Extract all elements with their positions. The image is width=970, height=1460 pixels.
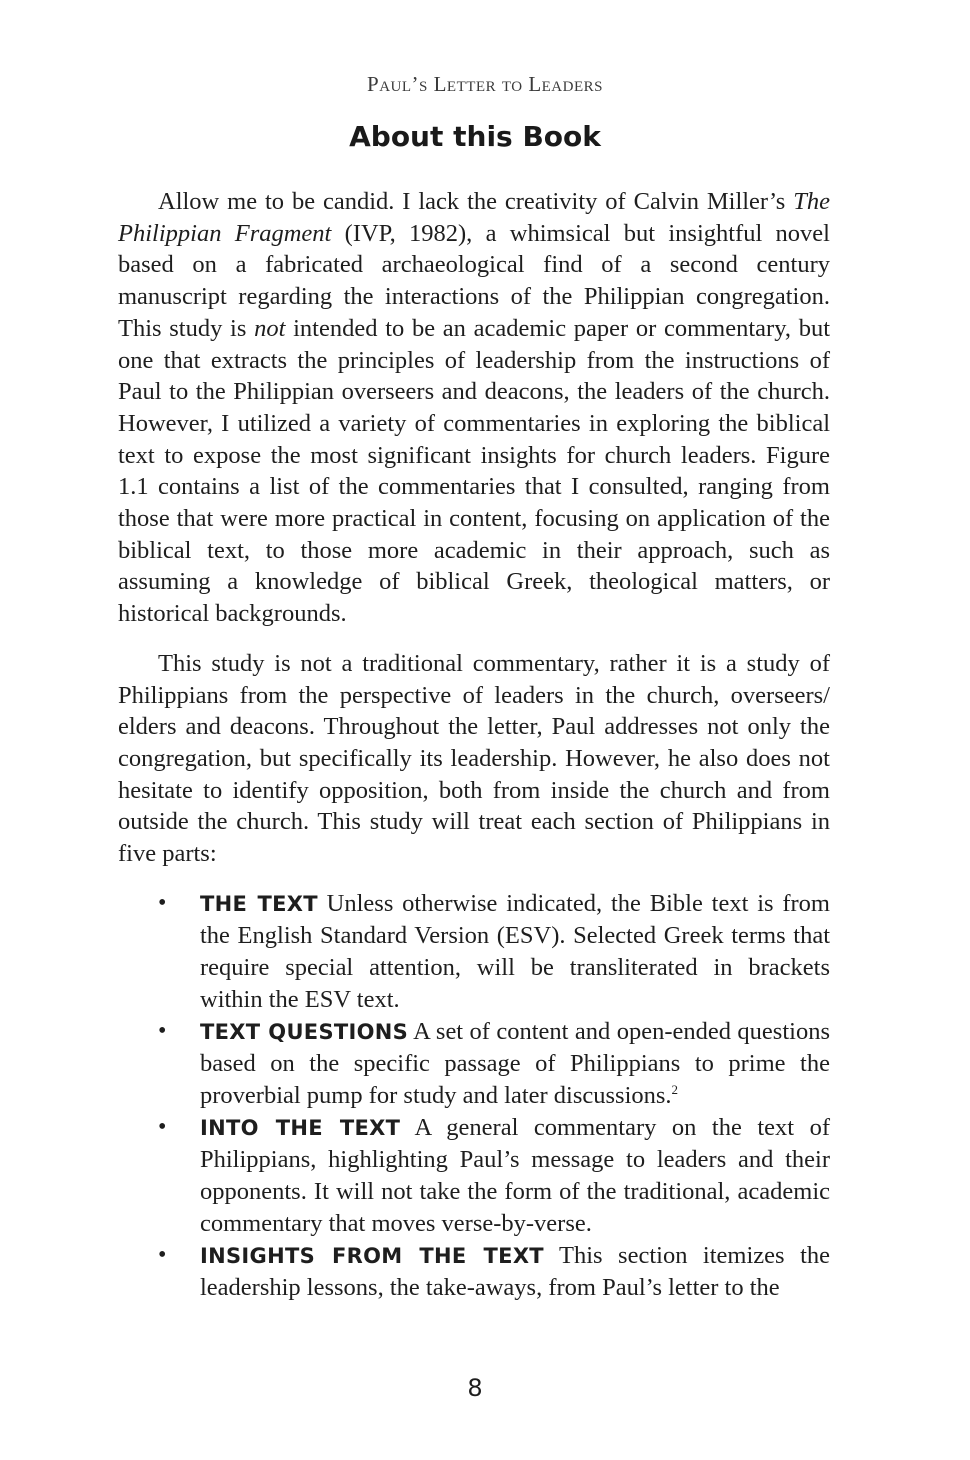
- list-item-text: A general commentary on the text of Philippians, highlighting Paul’s message to leaders and their opponents. It will not take the form of the traditional, academic commentary that moves verse-by-verse.: [200, 1113, 830, 1237]
- list-item-term: INSIGHTS FROM THE TEXT: [200, 1243, 544, 1268]
- list-item-text: A set of content and open-ended questions based on the specific passage of Philippians to prime the proverbial pump for study and later discussions.: [200, 1017, 830, 1109]
- list-item: [118, 1112, 830, 1240]
- emphasis-not: not: [254, 314, 286, 342]
- paragraph-1-text-a: Allow me to be candid. I lack the creativity of Calvin Miller’s: [158, 188, 794, 215]
- list-item-text: This section itemizes the leadership lessons, the take-aways, from Paul’s letter to the: [200, 1241, 830, 1302]
- parts-list: [118, 888, 830, 1304]
- list-item: [118, 1240, 830, 1304]
- list-item-term: THE TEXT: [200, 891, 318, 916]
- paragraph-1-text-c: intended to be an academic paper or commentary, but one that extracts the principles of leadership from the instructions of Paul to the Philippian overseers and deacons, the leaders of the church. However, I utilized a variety of commentaries in exploring the biblical text to expose the most significant insights for church leaders. Figure 1.1 contains a list of the commentaries that I consulted, ranging from those that were more practical in content, focusing on application of the biblical text, to those more academic in their approach, such as assuming a knowledge of biblical Greek, theological matters, or historical backgrounds.: [118, 314, 830, 628]
- page-title: About this Book: [349, 120, 601, 153]
- list-item: [118, 888, 830, 1016]
- bullet-icon: •: [158, 1113, 167, 1140]
- list-item: [118, 1016, 830, 1112]
- list-item-text: Unless otherwise indicated, the Bible text is from the English Standard Version (ESV). Selected Greek terms that require special attention, will be transliterated in brackets within the ESV text.: [200, 889, 830, 1013]
- paragraph-1: [118, 186, 830, 630]
- paragraph-1-text-b: (IVP, 1982), a whimsical but insightful novel based on a fabricated archaeological find of a second century manuscript regarding the interactions of the Philippian congregation. This study is: [118, 219, 830, 342]
- running-head: Paul’s Letter to Leaders: [367, 72, 603, 96]
- footnote-marker[interactable]: 2: [671, 1081, 679, 1097]
- list-item-term: TEXT QUESTIONS: [200, 1019, 409, 1044]
- list-item-term: INTO THE TEXT: [200, 1115, 401, 1140]
- bullet-icon: •: [158, 1017, 167, 1044]
- book-title: The Philippian Fragment: [118, 188, 830, 247]
- paragraph-2: This study is not a traditional commentary, rather it is a study of Philippians from the perspective of leaders in the church, overseers/ elders and deacons. Throughout the letter, Paul addresses not only the congregation, but specifically its leadership. However, he also does not hesitate to identify opposition, both from inside the church and from outside the church. This study will treat each section of Philippians in five parts:: [118, 649, 830, 868]
- bullet-icon: •: [158, 1241, 167, 1268]
- bullet-icon: •: [158, 889, 167, 916]
- page-number: 8: [467, 1374, 483, 1402]
- body-text: [118, 186, 830, 1304]
